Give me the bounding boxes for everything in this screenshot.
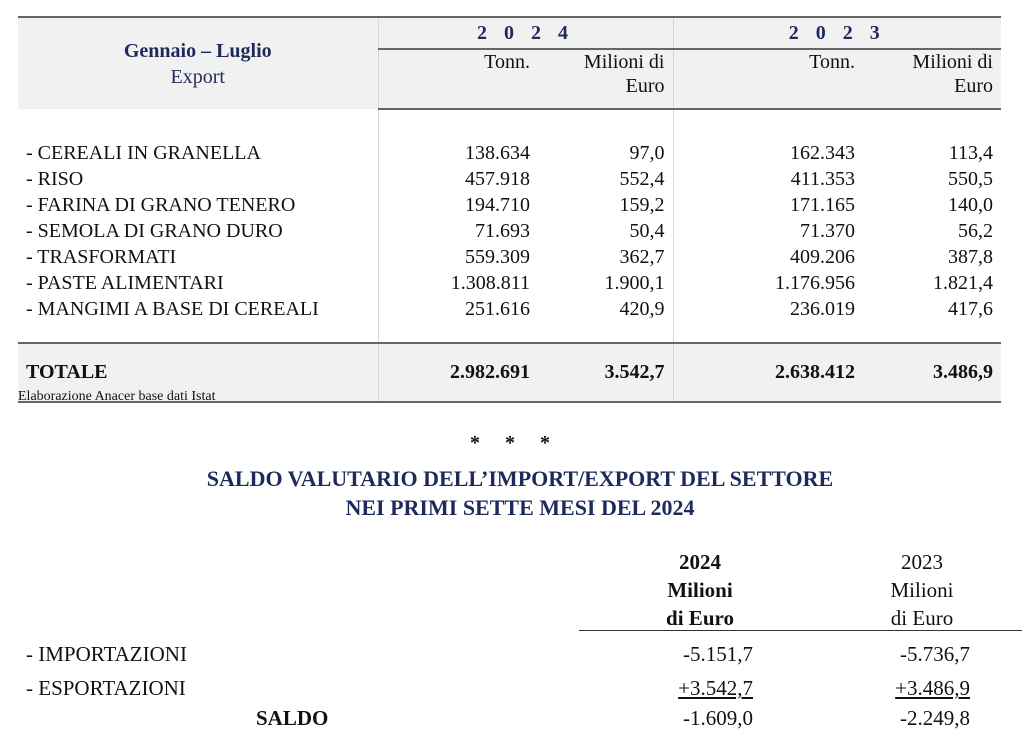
row-label: - RISO (26, 168, 84, 190)
section-separator: * * * (470, 432, 560, 454)
period-label: Gennaio – Luglio (123, 39, 272, 62)
balance-row-label-import: - IMPORTAZIONI (26, 642, 187, 666)
total-eur-2023: 3.486,9 (863, 343, 1001, 402)
unit-eur-line2: Euro (625, 75, 665, 97)
cell-tonn-2024: 194.710 (378, 192, 538, 218)
source-note: Elaborazione Anacer base dati Istat (18, 389, 216, 404)
cell-eur-2023: 1.821,4 (933, 272, 993, 294)
balance-unit1-2023: Milioni (890, 578, 954, 602)
unit-eur-2024 (538, 49, 673, 109)
table-row (18, 166, 1001, 192)
cell-eur-2023: 387,8 (948, 246, 993, 268)
row-label: - PASTE ALIMENTARI (26, 272, 224, 294)
row-label: - CEREALI IN GRANELLA (26, 142, 261, 164)
cell-tonn-2024: 457.918 (378, 166, 538, 192)
balance-row-label-export: - ESPORTAZIONI (26, 676, 186, 700)
balance-title-line2: NEI PRIMI SETTE MESI DEL 2024 (345, 495, 695, 520)
saldo-label: SALDO (256, 706, 329, 730)
table-row (18, 140, 1001, 166)
total-eur-2024: 3.542,7 (538, 343, 673, 402)
cell-tonn-2024: 251.616 (378, 296, 538, 322)
unit-tonn-2024: Tonn. (378, 49, 538, 109)
table-row (18, 270, 1001, 296)
cell-eur-2024: 362,7 (619, 246, 665, 268)
unit-eur-line1: Milioni di (583, 51, 665, 73)
cell-tonn-2023: 411.353 (673, 166, 863, 192)
cell-eur-2023: 550,5 (948, 168, 993, 190)
table-row (18, 218, 1001, 244)
balance-header-2023 (852, 548, 992, 632)
cell-tonn-2024: 71.693 (378, 218, 538, 244)
cell-tonn-2023: 409.206 (673, 244, 863, 270)
balance-unit1-2024: Milioni (667, 578, 733, 602)
unit-eur-2023 (863, 49, 1001, 109)
subtitle-label: Export (170, 65, 225, 88)
cell-tonn-2023: 236.019 (673, 296, 863, 322)
unit-eur-line2: Euro (954, 75, 993, 97)
year-2024-header: 2 0 2 4 (378, 17, 673, 49)
total-tonn-2024: 2.982.691 (378, 343, 538, 402)
cell-eur-2024: 159,2 (619, 194, 665, 216)
cell-tonn-2024: 138.634 (378, 140, 538, 166)
cell-eur-2023: 113,4 (948, 142, 993, 164)
balance-unit2-2024: di Euro (666, 606, 734, 630)
row-label: - TRASFORMATI (26, 246, 177, 268)
table-title (18, 17, 378, 109)
balance-header-2024 (630, 548, 770, 632)
balance-unit2-2023: di Euro (890, 606, 954, 630)
year-2023-header: 2 0 2 3 (673, 17, 1001, 49)
table-row (18, 244, 1001, 270)
balance-year-2023: 2023 (901, 550, 943, 574)
cell-eur-2024: 1.900,1 (604, 272, 665, 294)
header-year-row (18, 17, 1001, 49)
table-row (18, 192, 1001, 218)
total-label: TOTALE (18, 343, 378, 402)
export-table (18, 16, 1001, 403)
balance-import-2024: -5.151,7 (683, 642, 753, 666)
cell-eur-2024: 97,0 (629, 142, 665, 164)
row-label: - FARINA DI GRANO TENERO (26, 194, 296, 216)
cell-eur-2023: 417,6 (948, 298, 993, 320)
unit-tonn-2023: Tonn. (673, 49, 863, 109)
balance-export-2023: +3.486,9 (895, 676, 970, 700)
unit-eur-line1: Milioni di (912, 51, 993, 73)
table-body (18, 140, 1001, 322)
cell-eur-2024: 50,4 (629, 220, 665, 242)
saldo-2024: -1.609,0 (683, 706, 753, 730)
table-row (18, 296, 1001, 322)
row-label: - SEMOLA DI GRANO DURO (26, 220, 283, 242)
cell-eur-2024: 552,4 (619, 168, 665, 190)
balance-title-line1: SALDO VALUTARIO DELL’IMPORT/EXPORT DEL SETTORE (206, 466, 834, 491)
balance-title (0, 464, 1030, 522)
cell-tonn-2023: 162.343 (673, 140, 863, 166)
cell-tonn-2023: 1.176.956 (673, 270, 863, 296)
balance-import-2023: -5.736,7 (900, 642, 970, 666)
cell-tonn-2024: 1.308.811 (378, 270, 538, 296)
cell-tonn-2023: 71.370 (673, 218, 863, 244)
cell-tonn-2024: 559.309 (378, 244, 538, 270)
row-label: - MANGIMI A BASE DI CEREALI (26, 298, 319, 320)
cell-eur-2023: 140,0 (948, 194, 993, 216)
balance-header-rule (579, 630, 1022, 631)
balance-year-2024: 2024 (679, 550, 721, 574)
cell-tonn-2023: 171.165 (673, 192, 863, 218)
total-tonn-2023: 2.638.412 (673, 343, 863, 402)
saldo-2023: -2.249,8 (900, 706, 970, 730)
balance-export-2024: +3.542,7 (678, 676, 753, 700)
cell-eur-2023: 56,2 (958, 220, 993, 242)
cell-eur-2024: 420,9 (619, 298, 665, 320)
